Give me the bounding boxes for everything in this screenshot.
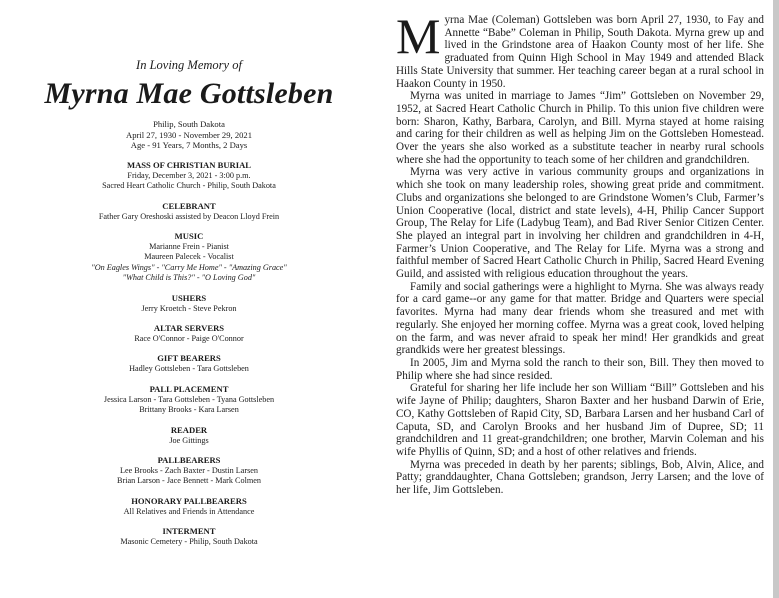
section-line: Jerry Kroetch - Steve Pekron — [141, 303, 237, 313]
section-line: Brian Larson - Jace Bennett - Mark Colmen — [117, 476, 261, 486]
program-section — [40, 323, 338, 344]
section-title: GIFT BEARERS — [157, 353, 221, 364]
obituary-paragraph: Myrna was very active in various community groups and organizations in which she took on many leadership roles, showing great pride and commitment. Clubs and organizations she belonged to are Grindstone Women’s Club, Farmer’s Union Cooperative (local, district and state levels), 4-H, Philip Cancer Support Group, The Relay for Life (Ladybug Team), and Bad River Senior Citizen Center. She played an integral part in involving her children and grandchildren in 4-H, Farmer’s Union Cooperative, and The Relay for Life. Myrna was a strong and faithful member of Sacred Heart Catholic Church in Philip, Sacred Heard Evening Guild, and assisted with religious education throughout the years. — [396, 166, 764, 281]
section-title: ALTAR SERVERS — [153, 323, 225, 334]
section-line: "What Child is This?" - "O Loving God" — [122, 273, 256, 283]
program-section — [40, 455, 338, 487]
program-section — [40, 496, 338, 517]
program-section — [40, 353, 338, 374]
obituary-paragraphs — [396, 90, 764, 497]
obituary-paragraph: Grateful for sharing her life include her son William “Bill” Gottsleben and his wife Jayne of Philip; daughters, Sharon Baxter and her husband Darwin of Erie, CO, Kathy Gottsleben of Rapid City, SD, Barbara Larsen and her husband Carl of Caputa, SD, and Carolyn Brooks and her husband Jim of Dupree, SD; 11 grandchildren and 11 great-grandchildren; one brother, Marvin Coleman and his wife Phyllis of Quinn, SD; and a host of other relatives and friends. — [396, 382, 764, 458]
section-title: READER — [170, 424, 208, 435]
section-title: MUSIC — [174, 231, 204, 241]
age: Age - 91 Years, 7 Months, 2 Days — [130, 140, 248, 151]
section-title: MASS OF CHRISTIAN BURIAL — [126, 159, 252, 170]
obituary-paragraph: Myrna was united in marriage to James “Jim” Gottsleben on November 29, 1952, at Sacred Heart Catholic Church in Philip. To this union five children were born: Sharon, Kathy, Barbara, Carolyn, and Bill. Myrna stayed at home raising and caring for their children as well as helping Jim on the Gottsleben Homestead. Over the years she also worked as a substitute teacher in nearby rural schools where she had the opportunity to teach some of her children and grandchildren. — [396, 90, 764, 166]
program-section — [40, 384, 338, 416]
drop-cap: M — [396, 8, 441, 64]
section-title: CELEBRANT — [162, 200, 216, 211]
section-line: Friday, December 3, 2021 - 3:00 p.m. — [127, 170, 251, 180]
section-line: "On Eagles Wings" - "Carry Me Home" - "Amazing Grace" — [91, 262, 287, 272]
section-title: USHERS — [171, 292, 207, 303]
section-title: INTERMENT — [162, 526, 216, 537]
deceased-name: Myrna Mae Gottsleben — [44, 77, 334, 110]
section-line: Race O'Connor - Paige O'Connor — [134, 334, 244, 344]
page-edge — [773, 0, 779, 598]
section-line: Maureen Palecek - Vocalist — [144, 252, 234, 262]
program-section — [40, 526, 338, 547]
obituary-paragraph — [396, 8, 764, 90]
obituary-paragraph: Myrna was preceded in death by her parents; siblings, Bob, Alvin, Alice, and Patty; granddaughter, Chana Gottsleben; grandson, Jerry Larsen; and the love of her life, Jim Gottsleben. — [396, 458, 764, 497]
section-line: Brittany Brooks - Kara Larsen — [139, 405, 239, 415]
section-line: All Relatives and Friends in Attendance — [123, 506, 255, 516]
program-section — [40, 201, 338, 222]
program-section — [40, 425, 338, 446]
section-line: Marianne Frein - Pianist — [149, 242, 229, 251]
section-line: Joe Gittings — [169, 435, 209, 445]
in-loving-memory-heading: In Loving Memory of — [136, 58, 242, 72]
section-line: Sacred Heart Catholic Church - Philip, South Dakota — [102, 181, 276, 191]
section-title: PALL PLACEMENT — [149, 383, 229, 394]
program-section — [40, 293, 338, 314]
service-sections — [40, 160, 338, 548]
section-title: HONORARY PALLBEARERS — [131, 495, 247, 506]
obituary-paragraph: In 2005, Jim and Myrna sold the ranch to their son, Bill. They then moved to Philip where she had since resided. — [396, 356, 764, 382]
section-line: Hadley Gottsleben - Tara Gottsleben — [129, 364, 249, 374]
section-line: Father Gary Oreshoski assisted by Deacon Lloyd Frein — [98, 211, 280, 221]
obituary-first-paragraph: yrna Mae (Coleman) Gottsleben was born April 27, 1930, to Fay and Annette “Babe” Coleman in Philip, South Dakota. Myrna grew up and lived in the Grindstone area of Haakon County most of her life. She graduated from Quinn High School in May 1949 and attended Black Hills State University that summer. Her teaching career began at a rural school in Haakon County in 1950. — [396, 14, 764, 90]
section-line: Jessica Larson - Tara Gottsleben - Tyana Gottsleben — [103, 394, 275, 404]
obituary-text — [396, 8, 764, 497]
program-section — [40, 160, 338, 192]
section-line: Lee Brooks - Zach Baxter - Dustin Larsen — [119, 466, 258, 476]
section-line: Masonic Cemetery - Philip, South Dakota — [120, 537, 258, 547]
obituary-paragraph: Family and social gatherings were a highlight to Myrna. She was always ready for a card game--or any game for that matter. Bridge and Quarters were special favorites. Myrna had many dear friends whom she treasured and met with regularly. She enjoyed her morning coffee. Myrna was a great cook, loved helping on the farm, and was never afraid to speak her mind! Her grandkids and great grandkids were her greatest blessings. — [396, 280, 764, 357]
life-dates: April 27, 1930 - November 29, 2021 — [125, 129, 253, 140]
program-panel — [40, 58, 338, 548]
program-section — [40, 231, 338, 284]
section-title: PALLBEARERS — [157, 455, 221, 466]
place: Philip, South Dakota — [153, 119, 225, 129]
